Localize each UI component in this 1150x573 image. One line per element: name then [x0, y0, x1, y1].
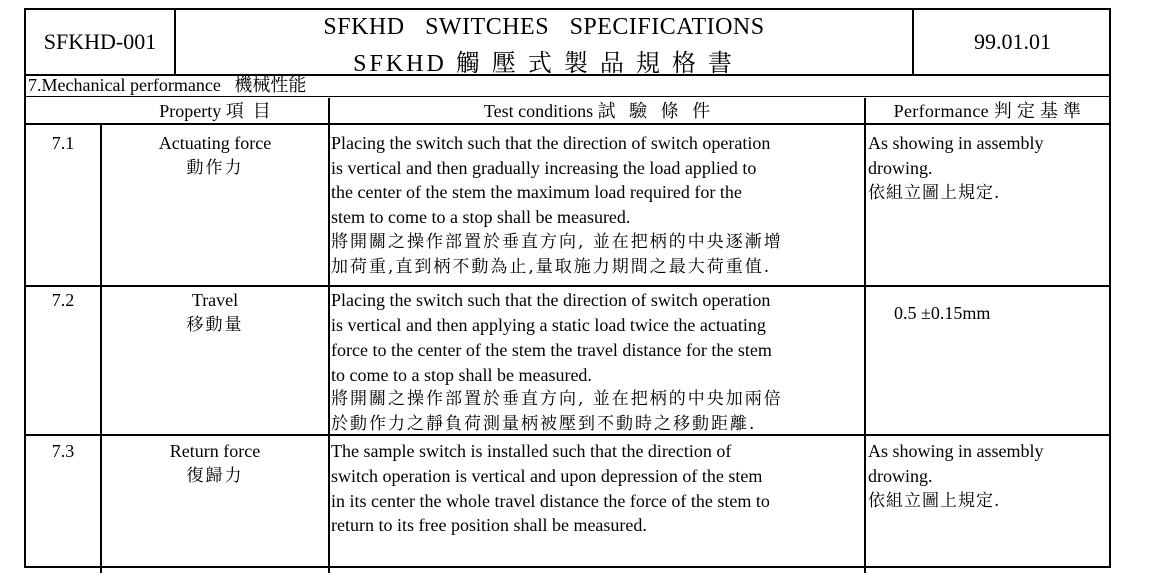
test-line-zh: 將開關之操作部置於垂直方向, 並在把柄的中央逐漸增 [331, 232, 783, 252]
performance-line: As showing in assembly [868, 441, 1044, 461]
test-line-zh: 加荷重,直到柄不動為止,量取施力期間之最大荷重值. [331, 257, 772, 277]
test-line-zh: 將開關之操作部置於垂直方向, 並在把柄的中央加兩倍 [331, 389, 783, 409]
test-line-zh: 於動作力之靜負荷測量柄被壓到不動時之移動距離. [331, 414, 757, 434]
test-line: in its center the whole travel distance the force of the stem to [331, 491, 770, 511]
spec-sheet [24, 8, 1111, 568]
row-divider-header [26, 123, 1109, 125]
document-date: 99.01.01 [912, 10, 1111, 74]
property-name-en: Actuating force [158, 133, 272, 153]
property-name-zh: 移動量 [186, 315, 244, 335]
performance-line: drowing. [868, 158, 933, 178]
title-chinese: SFKHD 觸 壓 式 製 品 規 格 書 [353, 51, 735, 77]
column-header-performance: Performance 判 定 基 準 [893, 101, 1082, 121]
test-line: the center of the stem the maximum load required for the [331, 182, 742, 202]
col-divider-property [328, 98, 330, 573]
performance-line: drowing. [868, 466, 933, 486]
row-number: 7.1 [51, 133, 75, 153]
document-code: SFKHD-001 [26, 10, 176, 74]
test-line: force to the center of the stem the travel distance for the stem [331, 340, 772, 360]
property-name-zh: 復歸力 [186, 466, 244, 486]
test-line: is vertical and then applying a static load twice the actuating [331, 315, 766, 335]
document-title [176, 10, 912, 77]
row-number: 7.2 [51, 290, 75, 310]
property-name-en: Travel [191, 290, 239, 310]
title-english: SFKHD SWITCHES SPECIFICATIONS [323, 14, 765, 40]
performance-line-zh: 依組立圖上規定. [868, 183, 1001, 203]
document-header [26, 10, 1109, 76]
row-divider-1 [26, 285, 1109, 287]
col-divider-no [100, 123, 102, 573]
column-header-property: Property 項 目 [159, 101, 271, 121]
test-line: Placing the switch such that the direction of switch operation [331, 133, 771, 153]
test-line: Placing the switch such that the direction of switch operation [331, 290, 771, 310]
performance-line: As showing in assembly [868, 133, 1044, 153]
col-divider-test [864, 98, 866, 573]
test-line: is vertical and then gradually increasing the load applied to [331, 158, 757, 178]
test-line: The sample switch is installed such that the direction of [331, 441, 732, 461]
performance-value: 0.5 ±0.15mm [894, 303, 991, 323]
section-title: 7.Mechanical performance 機械性能 [26, 74, 1109, 97]
test-line: return to its free position shall be measured. [331, 515, 647, 535]
test-line: switch operation is vertical and upon depression of the stem [331, 466, 763, 486]
row-number: 7.3 [51, 441, 75, 461]
property-name-en: Return force [169, 441, 261, 461]
performance-line-zh: 依組立圖上規定. [868, 491, 1001, 511]
column-header-test: Test conditions 試 驗 條 件 [483, 101, 711, 121]
test-line: to come to a stop shall be measured. [331, 365, 592, 385]
property-name-zh: 動作力 [186, 158, 244, 178]
test-line: stem to come to a stop shall be measured. [331, 207, 631, 227]
